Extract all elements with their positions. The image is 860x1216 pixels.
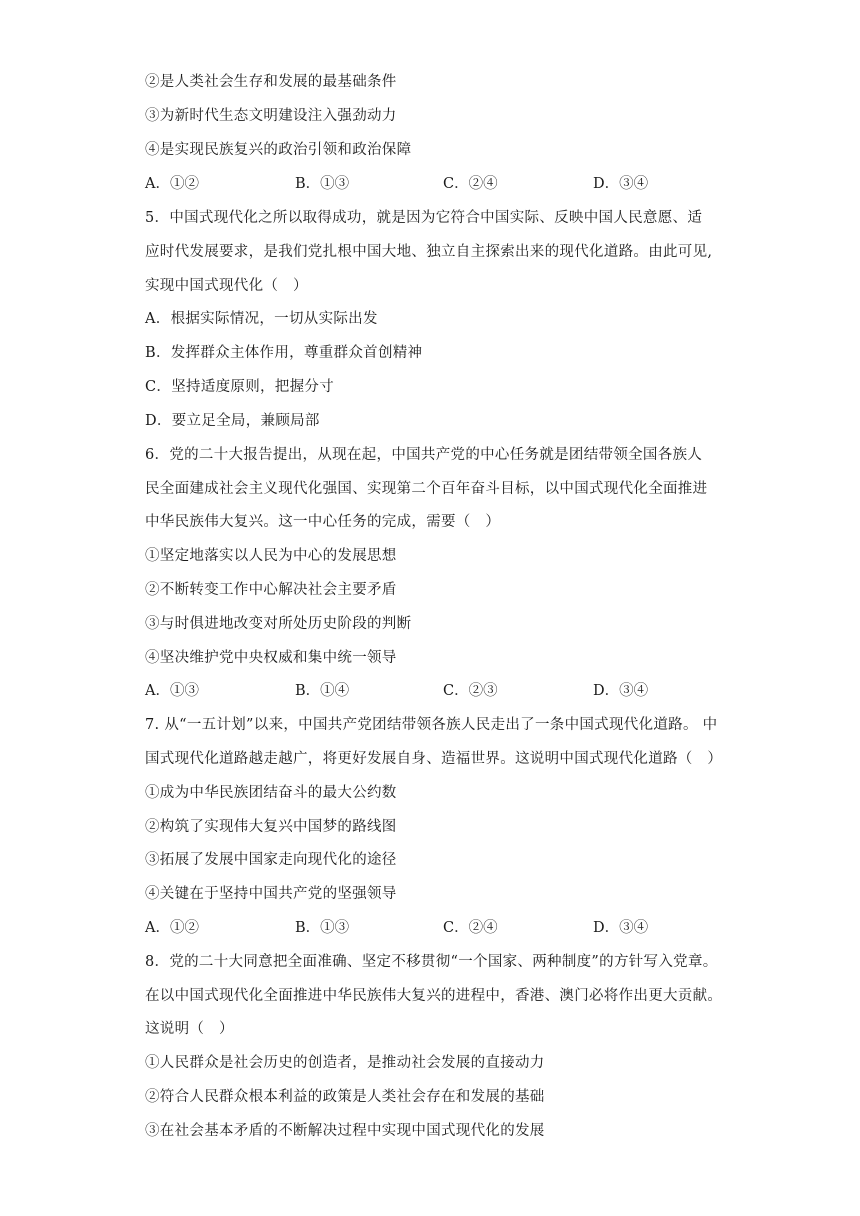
q6-item-1: ①坚定地落实以人民为中心的发展思想 xyxy=(145,548,397,564)
q4-option-c: C．②④ xyxy=(443,176,498,192)
q7-option-d: D．③④ xyxy=(593,920,649,936)
q6-option-a: A．①③ xyxy=(145,683,199,699)
q6-option-c: C．②③ xyxy=(443,683,498,699)
q7-item-4: ④关键在于坚持中国共产党的坚强领导 xyxy=(145,886,397,902)
q6-item-2: ②不断转变工作中心解决社会主要矛盾 xyxy=(145,582,397,598)
q6-stem-line-3: 中华民族伟大复兴。这一中心任务的完成，需要（ ） xyxy=(145,514,501,530)
q4-item-3: ③为新时代生态文明建设注入强劲动力 xyxy=(145,108,397,124)
q7-stem-line-2: 国式现代化道路越走越广，将更好发展自身、造福世界。这说明中国式现代化道路（ ） xyxy=(145,751,723,767)
q8-stem-line-1: 8．党的二十大同意把全面准确、坚定不移贯彻“一个国家、两种制度”的方针写入党章。 xyxy=(145,954,718,970)
q8-stem-line-3: 这说明（ ） xyxy=(145,1021,234,1037)
q5-stem-line-2: 应时代发展要求，是我们党扎根中国大地、独立自主探索出来的现代化道路。由此可见, xyxy=(145,244,713,260)
q8-item-2: ②符合人民群众根本利益的政策是人类社会存在和发展的基础 xyxy=(145,1089,545,1105)
q4-item-2: ②是人类社会生存和发展的最基础条件 xyxy=(145,74,397,90)
q5-choice-b: B．发挥群众主体作用，尊重群众首创精神 xyxy=(145,345,423,361)
q6-item-3: ③与时俱进地改变对所处历史阶段的判断 xyxy=(145,616,412,632)
q6-stem-line-1: 6．党的二十大报告提出，从现在起，中国共产党的中心任务就是团结带领全国各族人 xyxy=(145,447,703,463)
q7-item-3: ③拓展了发展中国家走向现代化的途径 xyxy=(145,852,397,868)
q5-choice-d: D．要立足全局，兼顾局部 xyxy=(145,413,320,429)
q8-item-1: ①人民群众是社会历史的创造者，是推动社会发展的直接动力 xyxy=(145,1055,545,1071)
q4-option-d: D．③④ xyxy=(593,176,649,192)
q8-item-3: ③在社会基本矛盾的不断解决过程中实现中国式现代化的发展 xyxy=(145,1123,545,1139)
q4-option-b: B．①③ xyxy=(295,176,350,192)
q6-stem-line-2: 民全面建成社会主义现代化强国、实现第二个百年奋斗目标，以中国式现代化全面推进 xyxy=(145,481,708,497)
q7-item-1: ①成为中华民族团结奋斗的最大公约数 xyxy=(145,785,397,801)
q7-option-c: C．②④ xyxy=(443,920,498,936)
q5-choice-c: C．坚持适度原则，把握分寸 xyxy=(145,379,334,395)
q5-choice-a: A．根据实际情况，一切从实际出发 xyxy=(145,311,378,327)
q4-item-4: ④是实现民族复兴的政治引领和政治保障 xyxy=(145,142,412,158)
q6-option-d: D．③④ xyxy=(593,683,649,699)
q6-option-b: B．①④ xyxy=(295,683,350,699)
q5-stem-line-3: 实现中国式现代化（ ） xyxy=(145,278,308,294)
q7-option-a: A．①② xyxy=(145,920,199,936)
q5-stem-line-1: 5．中国式现代化之所以取得成功，就是因为它符合中国实际、反映中国人民意愿、适 xyxy=(145,210,703,226)
q7-option-b: B．①③ xyxy=(295,920,350,936)
q8-stem-line-2: 在以中国式现代化全面推进中华民族伟大复兴的进程中，香港、澳门必将作出更大贡献。 xyxy=(145,988,723,1004)
q7-item-2: ②构筑了实现伟大复兴中国梦的路线图 xyxy=(145,819,397,835)
q6-item-4: ④坚决维护党中央权威和集中统一领导 xyxy=(145,650,397,666)
q4-option-a: A．①② xyxy=(145,176,199,192)
q7-stem-line-1: 7. 从“一五计划”以来，中国共产党团结带领各族人民走出了一条中国式现代化道路。 中 xyxy=(145,717,718,733)
